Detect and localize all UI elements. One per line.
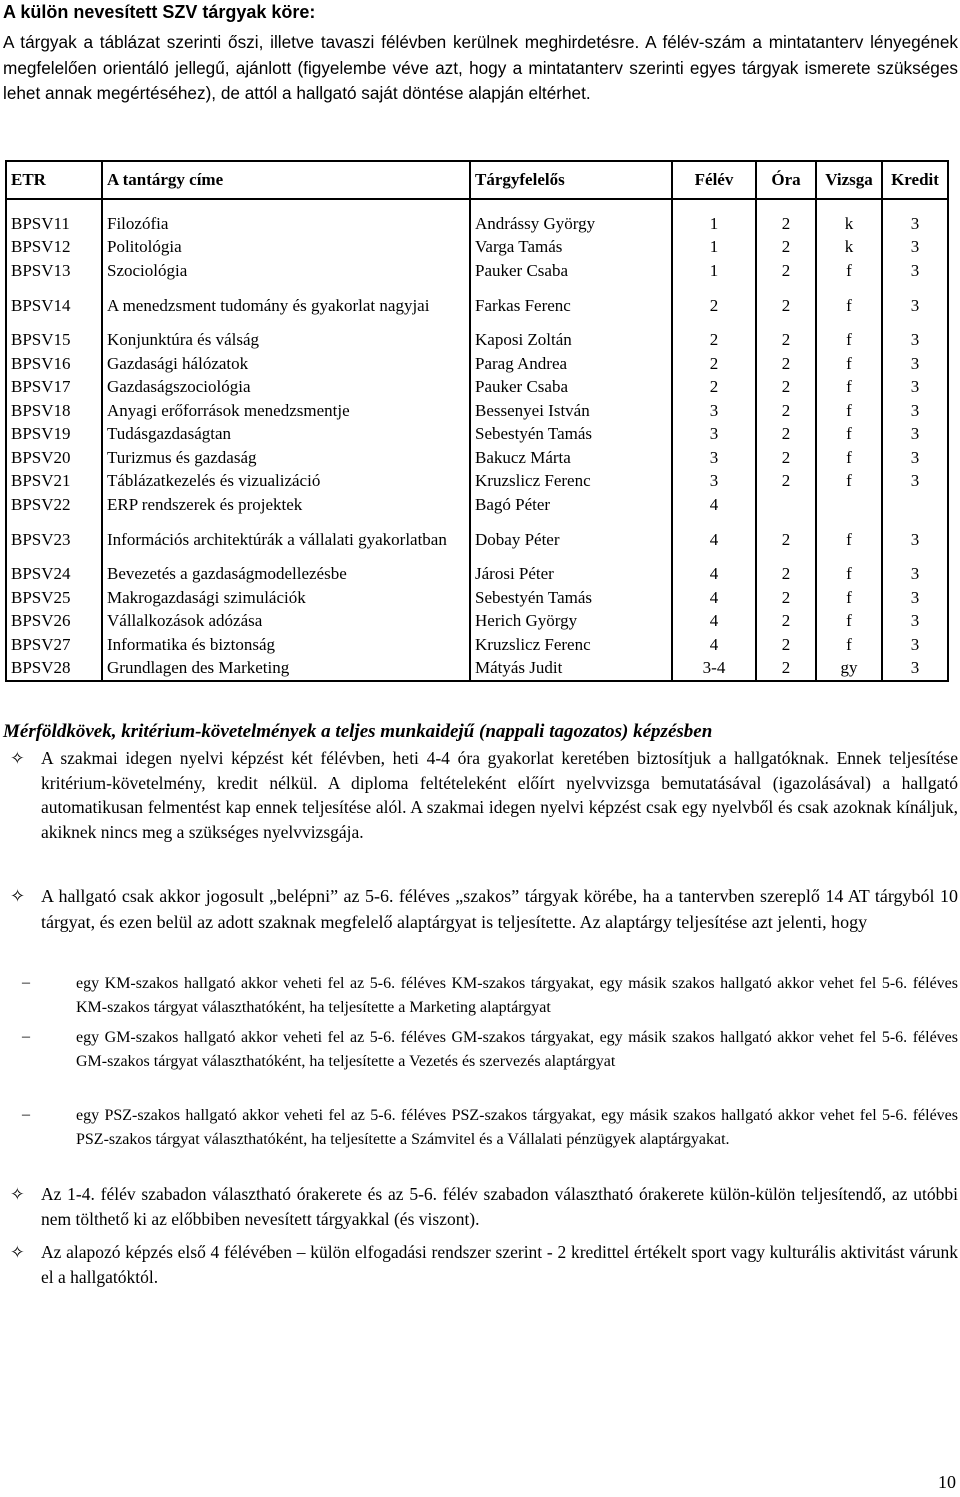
page-number: 10 xyxy=(938,1472,956,1492)
table-row xyxy=(6,493,948,517)
table-cell: 4 xyxy=(672,517,756,563)
table-cell: 2 xyxy=(756,586,816,610)
table-cell: Parag Andrea xyxy=(470,352,672,376)
table-cell: 2 xyxy=(756,259,816,283)
table-cell: 3 xyxy=(882,563,948,587)
table-cell: 4 xyxy=(672,610,756,634)
table-cell: Bagó Péter xyxy=(470,493,672,517)
table-cell: 2 xyxy=(672,352,756,376)
intro-paragraph: A tárgyak a táblázat szerinti őszi, illetve tavaszi félévben kerülnek meghirdetésre. A félév-szám a mintatanterv lényegének megfelelően orientáló jellegű, ajánlott (figyelembe véve azt, hogy a mintatanterv szerinti egyes tárgyak ismerete szükséges lehet annak megértéséhez), de attól a hallgató saját döntése alapján eltérhet. xyxy=(3,32,958,103)
table-cell: 2 xyxy=(756,212,816,236)
table-cell: 1 xyxy=(672,259,756,283)
section-heading: A külön nevesített SZV tárgyak köre: xyxy=(3,2,316,22)
diamond-bullet-icon: ✧ xyxy=(10,886,26,906)
table-cell: 2 xyxy=(756,470,816,494)
table-cell: Sebestyén Tamás xyxy=(470,586,672,610)
column-header: Kredit xyxy=(882,161,948,199)
table-cell: 3-4 xyxy=(672,657,756,682)
bullet-text: A hallgató csak akkor jogosult „belépni” az 5-6. féléves „szakos” tárgyak körébe, ha a tantervben szereplő 14 AT tárgyból 10 tárgyat, és ezen belül az adott szaknak megfelelő alaptárgyat is teljesítette. Az alaptárgy teljesítése azt jelenti, hogy xyxy=(41,886,958,932)
table-cell: 4 xyxy=(672,586,756,610)
column-header: Vizsga xyxy=(816,161,882,199)
bullet-item xyxy=(10,746,958,844)
table-cell: Farkas Ferenc xyxy=(470,283,672,329)
table-cell: Gazdasági hálózatok xyxy=(102,352,470,376)
table-cell xyxy=(882,493,948,517)
table-cell: f xyxy=(816,376,882,400)
table-cell: 3 xyxy=(882,657,948,682)
table-cell: f xyxy=(816,563,882,587)
table-cell: Mátyás Judit xyxy=(470,657,672,682)
courses-table xyxy=(5,160,949,682)
milestones-title: Mérföldkövek, kritérium-követelmények a teljes munkaidejű (nappali tagozatos) képzésben xyxy=(3,721,713,742)
table-cell: f xyxy=(816,283,882,329)
sub-item-text: egy KM-szakos hallgató akkor veheti fel az 5-6. féléves KM-szakos tárgyakat, egy másik szakos hallgató akkor vehet fel 5-6. féléves KM-szakos tárgyat választhatóként, ha teljesítette a Marketing alaptárgyat xyxy=(76,975,958,1016)
table-cell: 4 xyxy=(672,563,756,587)
table-cell: Bessenyei István xyxy=(470,399,672,423)
table-cell: f xyxy=(816,610,882,634)
table-cell: BPSV12 xyxy=(6,236,102,260)
table-cell: Pauker Csaba xyxy=(470,376,672,400)
column-header: Félév xyxy=(672,161,756,199)
table-header-row xyxy=(6,161,948,199)
table-cell: BPSV15 xyxy=(6,329,102,353)
table-cell xyxy=(816,493,882,517)
table-cell: BPSV27 xyxy=(6,633,102,657)
table-cell: f xyxy=(816,259,882,283)
table-cell: Andrássy György xyxy=(470,212,672,236)
dash-bullet-icon: – xyxy=(22,1028,30,1045)
table-cell: f xyxy=(816,446,882,470)
table-cell: k xyxy=(816,212,882,236)
table-cell: BPSV20 xyxy=(6,446,102,470)
table-cell: 2 xyxy=(672,329,756,353)
table-cell: 3 xyxy=(882,470,948,494)
table-cell: Pauker Csaba xyxy=(470,259,672,283)
table-cell: BPSV28 xyxy=(6,657,102,682)
table-cell: A menedzsment tudomány és gyakorlat nagyjai xyxy=(102,283,470,329)
table-cell: Kruzslicz Ferenc xyxy=(470,633,672,657)
bullet-item xyxy=(10,1182,958,1231)
column-header: Óra xyxy=(756,161,816,199)
table-cell: BPSV24 xyxy=(6,563,102,587)
table-row xyxy=(6,633,948,657)
sub-item xyxy=(22,972,958,1019)
table-cell: 3 xyxy=(882,610,948,634)
column-header: Tárgyfelelős xyxy=(470,161,672,199)
table-cell: BPSV26 xyxy=(6,610,102,634)
table-cell: 4 xyxy=(672,493,756,517)
table-row xyxy=(6,657,948,682)
table-cell: 3 xyxy=(672,423,756,447)
table-row xyxy=(6,563,948,587)
table-cell: 3 xyxy=(882,633,948,657)
table-cell: BPSV16 xyxy=(6,352,102,376)
table-cell: Grundlagen des Marketing xyxy=(102,657,470,682)
diamond-bullet-icon: ✧ xyxy=(10,1242,25,1262)
table-cell: 2 xyxy=(756,517,816,563)
table-cell: 2 xyxy=(756,329,816,353)
diamond-bullet-icon: ✧ xyxy=(10,748,25,768)
table-cell: Információs architektúrák a vállalati gyakorlatban xyxy=(102,517,470,563)
table-cell: 2 xyxy=(756,657,816,682)
table-cell: BPSV21 xyxy=(6,470,102,494)
table-cell: BPSV17 xyxy=(6,376,102,400)
table-cell: f xyxy=(816,352,882,376)
table-cell: f xyxy=(816,517,882,563)
table-cell: 2 xyxy=(672,376,756,400)
table-row xyxy=(6,586,948,610)
table-cell: 3 xyxy=(882,283,948,329)
table-cell: 2 xyxy=(756,563,816,587)
table-row xyxy=(6,423,948,447)
table-cell: 3 xyxy=(882,236,948,260)
table-cell: f xyxy=(816,329,882,353)
table-cell: 3 xyxy=(882,517,948,563)
table-row xyxy=(6,283,948,329)
table-cell: Tudásgazdaságtan xyxy=(102,423,470,447)
table-row xyxy=(6,399,948,423)
table-cell: 3 xyxy=(672,399,756,423)
table-cell: 3 xyxy=(882,329,948,353)
bullet-item xyxy=(10,1240,958,1289)
table-cell: 3 xyxy=(882,423,948,447)
sub-item xyxy=(22,1026,958,1073)
table-cell: 2 xyxy=(756,376,816,400)
table-cell: Politológia xyxy=(102,236,470,260)
table-cell: 1 xyxy=(672,236,756,260)
table-cell: 1 xyxy=(672,212,756,236)
table-cell: Dobay Péter xyxy=(470,517,672,563)
dash-bullet-icon: – xyxy=(22,974,30,991)
dash-bullet-icon: – xyxy=(22,1106,30,1123)
table-cell: f xyxy=(816,470,882,494)
table-cell: 2 xyxy=(756,399,816,423)
table-cell: 3 xyxy=(672,470,756,494)
table-cell: BPSV19 xyxy=(6,423,102,447)
table-row xyxy=(6,610,948,634)
table-cell: BPSV25 xyxy=(6,586,102,610)
table-row xyxy=(6,376,948,400)
table-cell: 3 xyxy=(882,446,948,470)
table-row xyxy=(6,236,948,260)
table-cell: Makrogazdasági szimulációk xyxy=(102,586,470,610)
table-cell: 3 xyxy=(882,399,948,423)
table-cell: Szociológia xyxy=(102,259,470,283)
bullet-text: Az 1-4. félév szabadon választható órakerete és az 5-6. félév szabadon választható órakerete külön-külön teljesítendő, az utóbbi nem tölthető ki az előbbiben nevesített tárgyakkal (és viszont). xyxy=(41,1184,958,1229)
table-cell: Bakucz Márta xyxy=(470,446,672,470)
table-cell: Konjunktúra és válság xyxy=(102,329,470,353)
table-cell: 3 xyxy=(882,352,948,376)
bullet-text: A szakmai idegen nyelvi képzést két félévben, heti 4-4 óra gyakorlat keretében biztosítjuk a hallgatóknak. Ennek teljesítése kritérium-követelmény, kredit nélkül. A diploma feltételeként előírt nyelvvizsga bemutatásával (igazolásával) a hallgató automatikusan felmentést kap ennek teljesítése alól. A szakmai idegen nyelvi képzést csak egy nyelvből és csak azoknak kínáljuk, akiknek nincs meg a szükséges nyelvvizsgája. xyxy=(41,748,958,842)
table-cell: Turizmus és gazdaság xyxy=(102,446,470,470)
diamond-bullet-icon: ✧ xyxy=(10,1184,25,1204)
table-cell: Kaposi Zoltán xyxy=(470,329,672,353)
table-cell: Bevezetés a gazdaságmodellezésbe xyxy=(102,563,470,587)
table-cell: 2 xyxy=(756,423,816,447)
bullet-item xyxy=(10,884,958,935)
table-cell xyxy=(756,493,816,517)
table-cell: 2 xyxy=(756,610,816,634)
table-cell: 4 xyxy=(672,633,756,657)
table-cell: Vállalkozások adózása xyxy=(102,610,470,634)
column-header: A tantárgy címe xyxy=(102,161,470,199)
table-cell: Informatika és biztonság xyxy=(102,633,470,657)
table-cell: BPSV22 xyxy=(6,493,102,517)
table-cell: ERP rendszerek és projektek xyxy=(102,493,470,517)
table-row xyxy=(6,446,948,470)
table-cell: BPSV11 xyxy=(6,212,102,236)
bullet-text: Az alapozó képzés első 4 félévében – külön elfogadási rendszer szerint - 2 kredittel értékelt sport vagy kulturális aktivitást várunk el a hallgatóktól. xyxy=(41,1242,958,1287)
table-cell: f xyxy=(816,423,882,447)
table-cell: f xyxy=(816,633,882,657)
table-cell: 2 xyxy=(756,633,816,657)
sub-item-text: egy GM-szakos hallgató akkor veheti fel az 5-6. féléves GM-szakos tárgyakat, egy másik szakos hallgató akkor vehet fel 5-6. féléves GM-szakos tárgyat választhatóként, ha teljesítette a Vezetés és szervezés alaptárgyat xyxy=(76,1029,958,1070)
table-cell: BPSV14 xyxy=(6,283,102,329)
sub-item xyxy=(22,1104,958,1151)
table-cell: Gazdaságszociológia xyxy=(102,376,470,400)
table-row xyxy=(6,470,948,494)
table-cell: 3 xyxy=(882,259,948,283)
table-row xyxy=(6,259,948,283)
table-cell: BPSV13 xyxy=(6,259,102,283)
table-cell: Filozófia xyxy=(102,212,470,236)
table-cell: f xyxy=(816,399,882,423)
table-cell: Anyagi erőforrások menedzsmentje xyxy=(102,399,470,423)
table-cell: gy xyxy=(816,657,882,682)
table-spacer xyxy=(6,199,948,212)
table-cell: f xyxy=(816,586,882,610)
table-row xyxy=(6,329,948,353)
table-cell: Járosi Péter xyxy=(470,563,672,587)
column-header: ETR xyxy=(6,161,102,199)
table-cell: 2 xyxy=(756,236,816,260)
table-cell: BPSV18 xyxy=(6,399,102,423)
table-cell: Herich György xyxy=(470,610,672,634)
table-cell: BPSV23 xyxy=(6,517,102,563)
table-cell: Varga Tamás xyxy=(470,236,672,260)
table-cell: Táblázatkezelés és vizualizáció xyxy=(102,470,470,494)
table-cell: 2 xyxy=(756,352,816,376)
sub-item-text: egy PSZ-szakos hallgató akkor veheti fel az 5-6. féléves PSZ-szakos tárgyakat, egy másik szakos hallgató akkor vehet fel 5-6. féléves PSZ-szakos tárgyat választhatóként, ha teljesítette a Számvitel és a Vállalati pénzügyek alaptárgyakat. xyxy=(76,1107,958,1148)
table-cell: Sebestyén Tamás xyxy=(470,423,672,447)
table-cell: 3 xyxy=(882,212,948,236)
table-row xyxy=(6,212,948,236)
table-row xyxy=(6,352,948,376)
table-cell: 3 xyxy=(882,586,948,610)
table-cell: 2 xyxy=(756,446,816,470)
table-cell: 2 xyxy=(756,283,816,329)
table-row xyxy=(6,517,948,563)
table-cell: k xyxy=(816,236,882,260)
table-cell: 2 xyxy=(672,283,756,329)
table-cell: Kruzslicz Ferenc xyxy=(470,470,672,494)
table-cell: 3 xyxy=(672,446,756,470)
table-cell: 3 xyxy=(882,376,948,400)
